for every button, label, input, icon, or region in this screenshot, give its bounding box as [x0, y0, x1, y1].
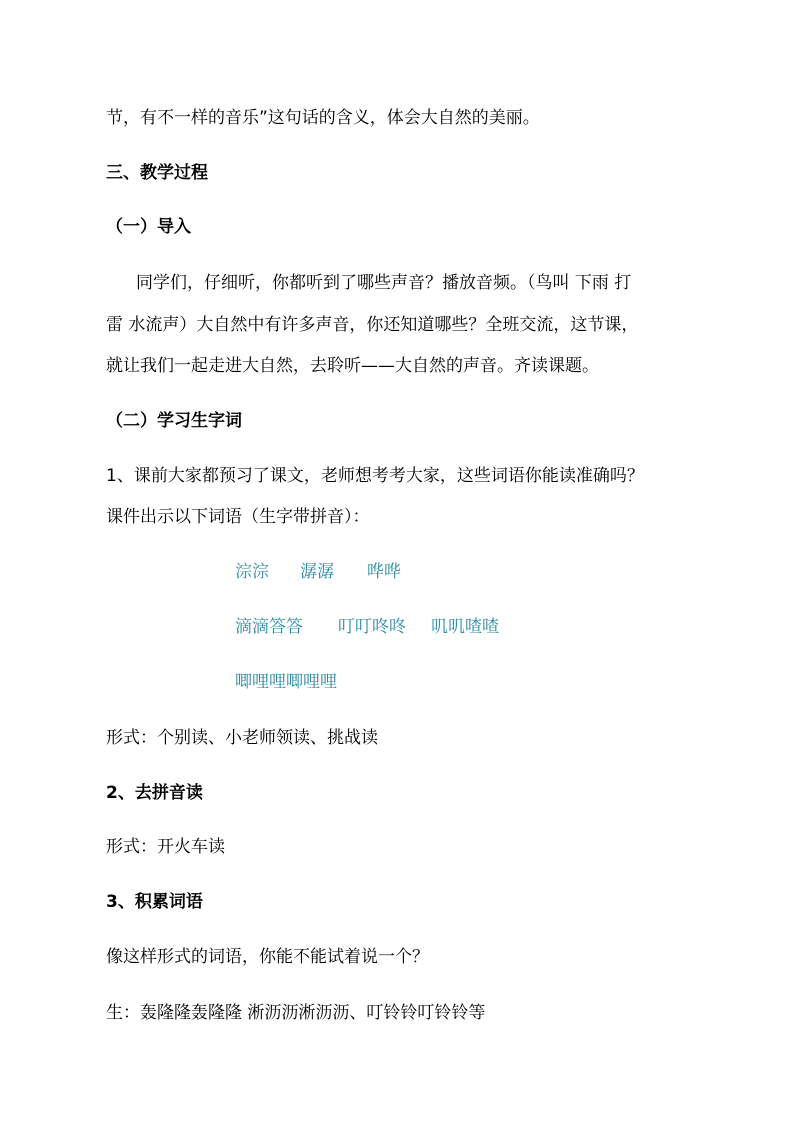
intro-line: 节，有不一样的音乐”这句话的含义，体会大自然的美丽。 [106, 108, 540, 128]
vocab-word: 哗哗 [367, 562, 401, 582]
vocab-word: 淙淙 [235, 562, 269, 582]
item3-title: 3、积累词语 [106, 892, 203, 912]
item1-line-1: 1、课前大家都预习了课文，老师想考考大家，这些词语你能读准确吗？ [106, 466, 644, 486]
vocab-row-3 [235, 671, 337, 693]
question-line: 像这样形式的词语，你能不能试着说一个？ [106, 947, 429, 967]
part-one-para-line-2: 雷 水流声）大自然中有许多声音，你还知道哪些？全班交流，这节课， [106, 315, 639, 335]
vocab-word: 叮叮咚咚 [338, 617, 406, 637]
item2-title: 2、去拼音读 [106, 783, 203, 803]
vocab-row-1 [235, 561, 401, 583]
form-1: 形式：个别读、小老师领读、挑战读 [106, 728, 378, 748]
form-2: 形式：开火车读 [106, 837, 225, 857]
section-three-title: 三、教学过程 [106, 163, 208, 183]
part-two-title: （二）学习生字词 [106, 411, 242, 431]
vocab-word: 潺潺 [300, 562, 334, 582]
vocab-word: 叽叽喳喳 [431, 617, 499, 637]
item1-line-2: 课件出示以下词语（生字带拼音）： [106, 507, 370, 527]
vocab-word: 滴滴答答 [235, 617, 303, 637]
part-one-para-line-3: 就让我们一起走进大自然，去聆听——大自然的声音。齐读课题。 [106, 356, 599, 376]
answer-line: 生：轰隆隆轰隆隆 淅沥沥淅沥沥、叮铃铃叮铃铃等 [106, 1003, 486, 1023]
vocab-word: 唧哩哩唧哩哩 [235, 672, 337, 692]
part-one-para-line-1: 同学们，仔细听，你都听到了哪些声音？播放音频。（鸟叫 下雨 打 [136, 273, 632, 293]
part-one-title: （一）导入 [106, 217, 191, 237]
vocab-row-2 [235, 616, 499, 638]
